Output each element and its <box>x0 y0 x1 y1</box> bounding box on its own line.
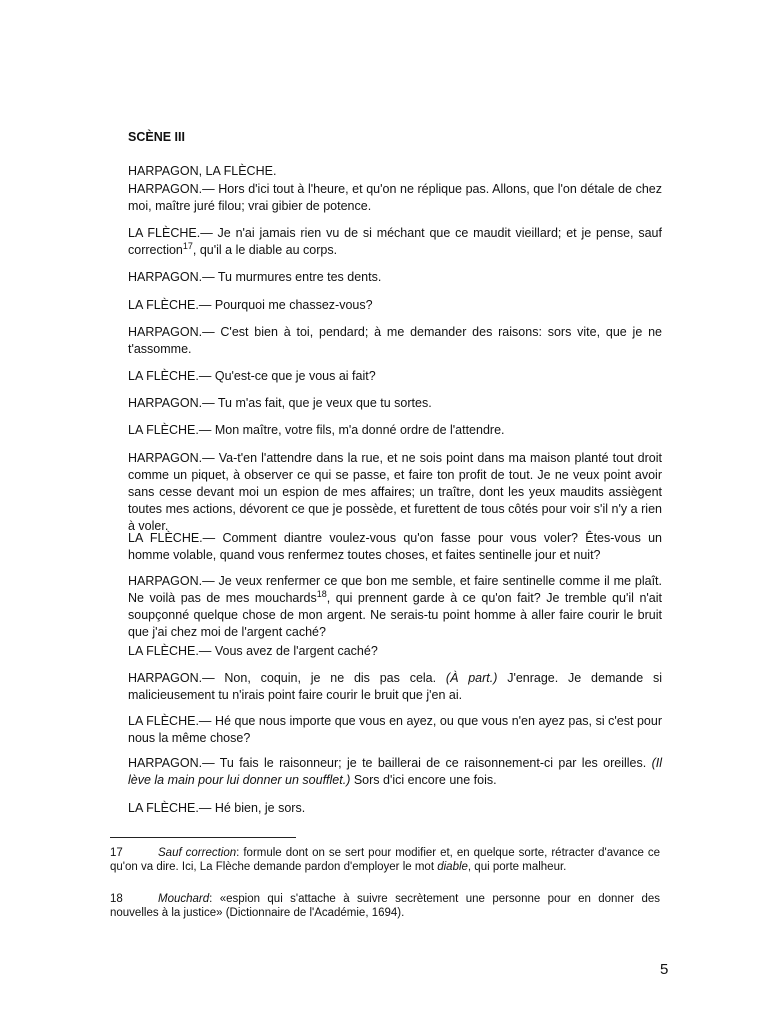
stage-direction: (Il lève la main pour lui donner un soufflet.) <box>128 756 662 787</box>
dialogue-line <box>128 269 662 286</box>
speaker: HARPAGON.— <box>128 325 215 339</box>
page-number: 5 <box>660 961 669 978</box>
dialogue-line <box>128 422 662 439</box>
line-text: Vous avez de l'argent caché? <box>214 644 378 658</box>
line-text: Sors d'ici encore une fois. <box>353 773 497 787</box>
speaker: LA FLÈCHE.— <box>128 801 212 815</box>
dialogue-line <box>128 530 662 564</box>
dialogue-line <box>128 368 662 385</box>
footnote-number: 17 <box>110 847 123 859</box>
line-text: Pourquoi me chassez-vous? <box>214 298 373 312</box>
dialogue-line <box>128 324 662 358</box>
line-text: J'enrage. Je demande si malicieusement tu n'irais point faire courir le bruit que j'en ai. <box>128 671 662 702</box>
line-text: Hors d'ici tout à l'heure, et qu'on ne réplique pas. Allons, que l'on détale de chez moi, maître juré filou; vrai gibier de potence. <box>128 182 662 213</box>
dialogue-line <box>128 643 662 660</box>
line-text: Hé bien, je sors. <box>214 801 306 815</box>
footnote-term: diable <box>437 860 468 873</box>
dialogue-line <box>128 450 662 535</box>
speaker: HARPAGON.— <box>128 396 215 410</box>
speaker: HARPAGON.— <box>128 574 215 588</box>
line-text: , qui prennent garde à ce qu'on fait? Je tremble qu'il n'ait soupçonné quelque chose de mon argent. Ne serais-tu point homme à aller faire courir le bruit que j'ai chez moi de l'argent caché? <box>128 591 662 639</box>
dialogue-line <box>128 713 662 747</box>
stage-direction: (À part.) <box>445 671 498 685</box>
speaker: HARPAGON.— <box>128 756 215 770</box>
dialogue-line <box>128 395 662 412</box>
speaker: LA FLÈCHE.— <box>128 226 213 240</box>
speaker: HARPAGON.— <box>128 270 215 284</box>
dialogue-line <box>128 755 662 789</box>
speaker: HARPAGON.— <box>128 671 215 685</box>
line-text: , qu'il a le diable au corps. <box>192 243 338 257</box>
footnote-body: : «espion qui s'attache à suivre secrètement une personne pour en donner des nouvelles à la justice» (Dictionnaire de l'Académie, 1694). <box>110 893 660 919</box>
line-text: Tu fais le raisonneur; je te baillerai de ce raisonnement-ci par les oreilles. <box>219 756 647 770</box>
footnote-body: , qui porte malheur. <box>467 860 567 873</box>
line-text: Comment diantre voulez-vous qu'on fasse pour vous voler? Êtes-vous un homme volable, quand vous renfermez toutes choses, et faites sentinelle jour et nuit? <box>128 531 662 562</box>
line-text: Mon maître, votre fils, m'a donné ordre de l'attendre. <box>214 423 505 437</box>
footnote-text <box>110 847 660 874</box>
speaker: LA FLÈCHE.— <box>128 531 216 545</box>
footnote-ref[interactable]: 18 <box>316 589 327 599</box>
line-text: Je veux renfermer ce que bon me semble, et faire sentinelle comme il me plaît. Ne voilà pas de mes mouchards <box>128 574 662 605</box>
scene-title: SCÈNE III <box>128 130 185 144</box>
speaker: LA FLÈCHE.— <box>128 714 212 728</box>
footnote-text <box>110 893 660 920</box>
line-text: Tu m'as fait, que je veux que tu sortes. <box>217 396 432 410</box>
line-text: C'est bien à toi, pendard; à me demander des raisons: sors vite, que je ne t'assomme. <box>128 325 662 356</box>
speaker: HARPAGON.— <box>128 451 215 465</box>
footnote-number: 18 <box>110 893 123 905</box>
line-text: Tu murmures entre tes dents. <box>217 270 382 284</box>
dialogue-line <box>128 800 662 817</box>
dialogue-line <box>128 573 662 641</box>
line-text: Je n'ai jamais rien vu de si méchant que ce maudit vieillard; et je pense, sauf correction <box>128 226 662 257</box>
line-text: Qu'est-ce que je vous ai fait? <box>214 369 376 383</box>
speaker: LA FLÈCHE.— <box>128 644 212 658</box>
footnote-term: Mouchard <box>158 893 210 905</box>
footnote <box>110 893 660 920</box>
footnote-ref[interactable]: 17 <box>182 241 193 251</box>
speaker: LA FLÈCHE.— <box>128 298 212 312</box>
character-list: HARPAGON, LA FLÈCHE. <box>128 164 277 178</box>
footnote <box>110 847 660 874</box>
line-text: Hé que nous importe que vous en ayez, ou que vous n'en ayez pas, si c'est pour nous la même chose? <box>128 714 662 745</box>
speaker: LA FLÈCHE.— <box>128 423 212 437</box>
line-text: Non, coquin, je ne dis pas cela. <box>224 671 437 685</box>
footnote-body: : formule dont on se sert pour modifier et, en quelque sorte, rétracter d'avance ce qu'on va dire. Ici, La Flèche demande pardon d'employer le mot <box>110 847 660 873</box>
line-text: Va-t'en l'attendre dans la rue, et ne sois point dans ma maison planté tout droit comme un piquet, à observer ce qui se passe, et faire ton profit de tout. Je ne veux point avoir sans cesse devant moi un espion de mes affaires; un traître, dont les yeux maudits assiègent toutes mes actions, dévorent ce que je possède, et furettent de tous côtés pour voir s'il n'y a rien à voler. <box>128 451 662 533</box>
footnote-divider <box>110 837 296 838</box>
footnote-term: Sauf correction <box>158 847 237 859</box>
dialogue-line <box>128 297 662 314</box>
speaker: LA FLÈCHE.— <box>128 369 212 383</box>
dialogue-line <box>128 181 662 215</box>
speaker: HARPAGON.— <box>128 182 215 196</box>
dialogue-line <box>128 225 662 259</box>
dialogue-line <box>128 670 662 704</box>
